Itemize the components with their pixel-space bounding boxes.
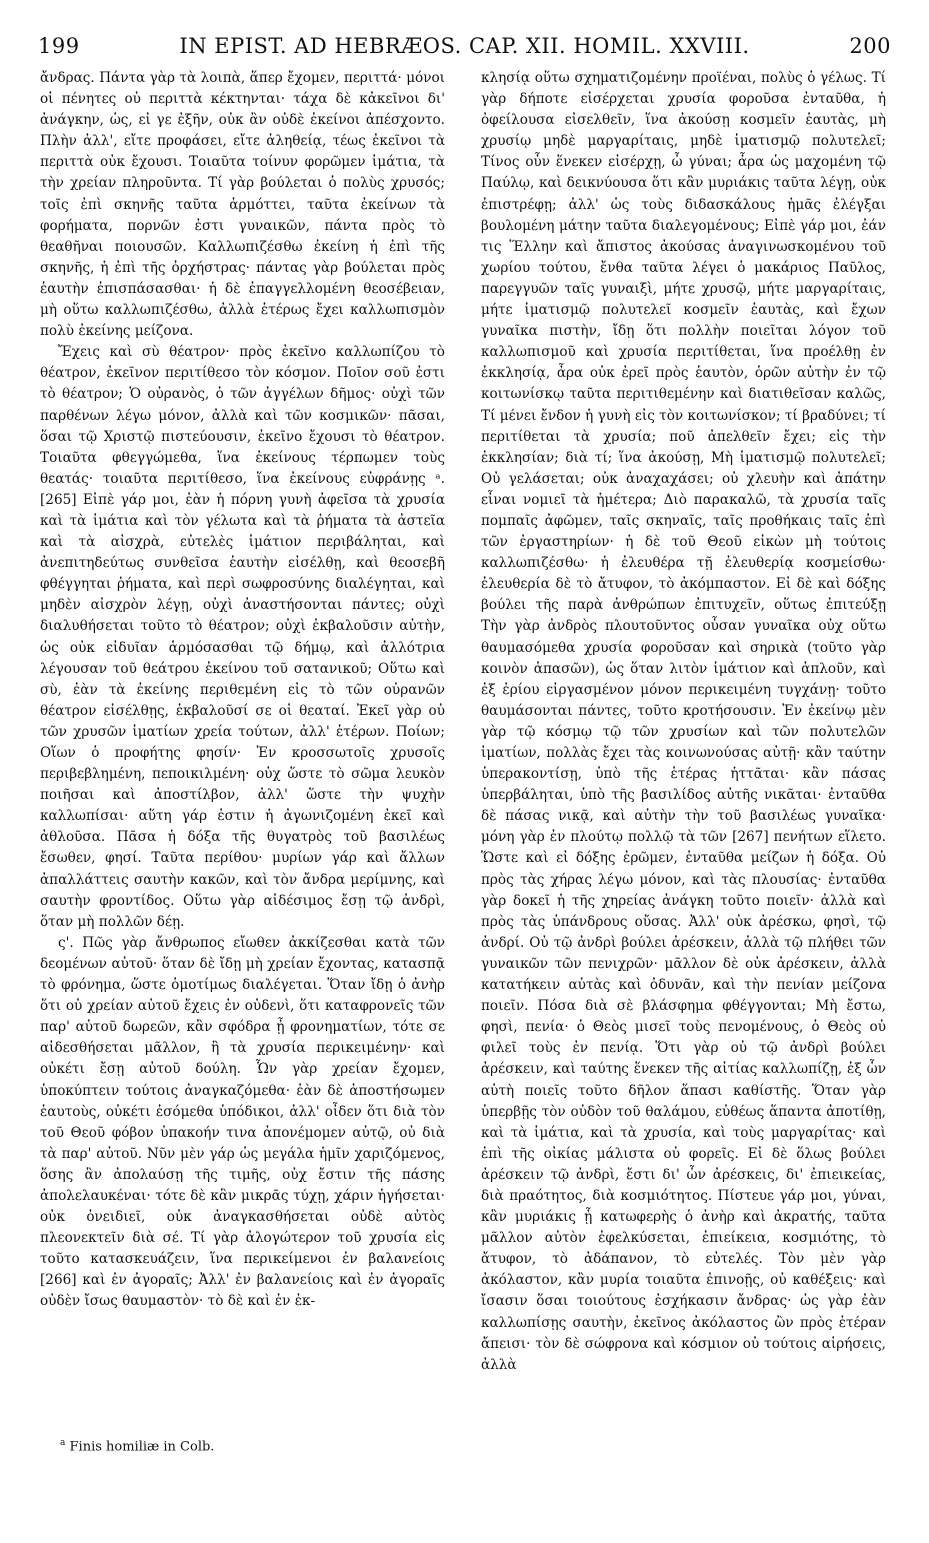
left-column [40, 68, 445, 1313]
running-head [38, 34, 891, 62]
left-paragraph-2: Ἔχεις καὶ σὺ θέατρον· πρὸς ἐκεῖνο καλλωπίζου τὸ θέατρον, ἐκεῖνον περιτίθεσο τὸν κόσμον. Ποῖον σοῦ ἐστι τὸ θέατρον; Ὁ οὐρανὸς, ὁ τῶν ἀγγέλων δῆμος· οὐχὶ τῶν παρθένων λέγω μόνον, ἀλλὰ καὶ τῶν κοσμικῶν· πᾶσαι, ὅσαι τῷ Χριστῷ πιστεύουσιν, ἐκεῖνο ἔχουσι τὸ θέατρον. Τοιαῦτα φθεγγώμεθα, ἵνα ἐκείνους τέρπωμεν τοὺς θεατάς· τοιαῦτα περιτίθεσο, ἵνα ἐκείνους εὐφράνῃς ᵃ. [265] Εἰπὲ γάρ μοι, ἐὰν ἡ πόρνη γυνὴ ἀφεῖσα τὰ χρυσία καὶ τὰ ἱμάτια καὶ τὸν γέλωτα καὶ τὰ ῥήματα τὰ ἀστεῖα καὶ τὰ αἰσχρὰ, εὐτελὲς ἱμάτιον περιβάληται, καὶ ἀνεπιτηδεύτως συνθεῖσα ἑαυτὴν εἰσέλθῃ, καὶ θεοσεβῆ φθέγγηται ῥήματα, καὶ περὶ σωφροσύνης διαλέγηται, καὶ μηδὲν αἰσχρὸν λέγῃ, οὐχὶ ἀναστήσονται πάντες; οὐχὶ διαλυθήσεται τοῦτο τὸ θέατρον; οὐχὶ ἐκβαλοῦσιν αὐτὴν, ὡς οὐκ εἰδυῖαν ἁρμόσασθαι τῷ δήμῳ, καὶ ἀλλότρια λέγουσαν τοῦ θεάτρου ἐκείνου τοῦ σατανικοῦ; Οὕτω καὶ σὺ, ἐὰν τὰ ἐκείνης περιθεμένη εἰς τὸ τῶν οὐρανῶν θέατρον εἰσέλθῃς, ἐκβαλοῦσί σε οἱ θεαταί. Ἐκεῖ γὰρ οὐ τῶν χρυσῶν ἱματίων χρεία τούτων, ἀλλ' ἑτέρων. Ποίων; Οἵων ὁ προφήτης φησίν· Ἐν κροσσωτοῖς χρυσοῖς περιβεβλημένη, πεποικιλμένη· οὐχ ὥστε τὸ σῶμα λευκὸν ποιῆσαι καὶ ἀποστίλβον, ἀλλ' ὥστε τὴν ψυχὴν καλλωπίσαι· αὕτη γάρ ἐστιν ἡ ἀγωνιζομένη ἐκεῖ καὶ ἀθλοῦσα. Πᾶσα ἡ δόξα τῆς θυγατρὸς τοῦ βασιλέως ἔσωθεν, φησί. Ταῦτα περίθου· μυρίων γάρ καὶ ἄλλων ἀπαλλάττεις σαυτὴν κακῶν, καὶ τὸν ἄνδρα μερίμνης, καὶ σαυτὴν φροντίδος. Οὕτω γὰρ αἰδέσιμος ἔσῃ τῷ ἀνδρὶ, ὅταν μὴ πολλῶν δέῃ. [40, 344, 445, 930]
left-paragraph-3: ς'. Πῶς γὰρ ἄνθρωπος εἴωθεν ἀκκίζεσθαι κατὰ τῶν δεομένων αὐτοῦ· ὅταν δὲ ἴδῃ μὴ χρείαν ἔχοντας, κατασπᾷ τὸ φρόνημα, ὥστε ὁμοτίμως διαλέγεται. Ὅταν ἴδῃ ὁ ἀνὴρ ὅτι οὐ χρείαν αὐτοῦ ἔχεις ἐν οὐδενὶ, ὅτι καταφρονεῖς τῶν παρ' αὐτοῦ δωρεῶν, κἂν σφόδρα ᾖ φρονηματίων, τότε σε αἰδεσθήσεται μᾶλλον, ἢ τὰ χρυσία περικειμένην· καὶ οὐκέτι ἔσῃ αὐτοῦ δούλη. Ὧν γὰρ χρείαν ἔχομεν, ὑποκύπτειν τούτοις ἀναγκαζόμεθα· ἐὰν δὲ ἀποστήσωμεν ἑαυτοὺς, οὐκέτι ἐσόμεθα ὑπόδικοι, ἀλλ' οἶδεν ὅτι διὰ τὸν τοῦ Θεοῦ φόβον ὑπακοήν τινα ἀπονέμομεν αὐτῷ, οὐ διὰ τὰ παρ' αὐτοῦ. Νῦν μὲν γάρ ὡς μεγάλα ἡμῖν χαριζόμενος, ὅσης ἂν ἀπολαύσῃ τῆς τιμῆς, οὐχ ἔστιν τῆς πάσης ἀπολελαυκέναι· τότε δὲ κἂν μικρᾶς τύχῃ, χάριν ἡγήσεται· οὐκ ὀνειδιεῖ, οὐκ ἀναγκασθήσεται οὐδὲ αὐτὸς πλεονεκτεῖν διὰ σέ. Τί γὰρ ἀλογώτερον τοῦ χρυσία εἰς τοῦτο κατασκευάζειν, ἵνα περικείμενοι ἐν βαλανείοις [266] καὶ ἐν ἀγοραῖς; Ἀλλ' ἐν βαλανείοις καὶ ἐν ἀγοραῖς οὐδὲν ἴσως θαυμαστὸν· τὸ δὲ καὶ ἐν ἐκ- [40, 934, 445, 1310]
footnote [60, 1438, 214, 1454]
right-paragraph-1: κλησίᾳ οὕτω σχηματιζομένην προϊέναι, πολὺς ὁ γέλως. Τί γὰρ δήποτε εἰσέρχεται χρυσία φοροῦσα ἐνταῦθα, ἡ ὀφείλουσα εἰσελθεῖν, ἵνα ἀκούσῃ κοσμεῖν ἑαυτὰς, μὴ χρυσίῳ μηδὲ μαργαρίταις, μηδὲ ἱματισμῷ πολυτελεῖ; Τίνος οὖν ἕνεκεν εἰσέρχῃ, ὦ γύναι; ἆρα ὡς μαχομένη τῷ Παύλῳ, καὶ δεικνύουσα ὅτι κἂν μυριάκις ταῦτα λέγῃ, οὐκ ἐπιστρέφῃ; ἀλλ' ὡς τοὺς διδασκάλους ἡμᾶς ἐλέγξαι βουλομένη μάτην ταῦτα διαλεγομένους; Εἰπὲ γάρ μοι, ἐάν τις Ἕλλην καὶ ἄπιστος ἀκούσας ἀναγινωσκομένου τοῦ χωρίου τούτου, ἔνθα ταῦτα λέγει ὁ μακάριος Παῦλος, παρεγγυῶν ταῖς γυναιξὶ, μήτε χρυσῷ, μήτε μαργαρίταις, μήτε ἱματισμῷ πολυτελεῖ κοσμεῖν ἑαυτὰς, καὶ ἔχων γυναῖκα πιστὴν, ἴδῃ ὅτι πολλὴν ποιεῖται λόγον τοῦ καλλωπισμοῦ καὶ χρυσία περιτίθεται, ἵνα προέλθῃ ἐν ἐκκλησίᾳ, ἆρα οὐκ ἐρεῖ πρὸς ἑαυτὸν, ὁρῶν αὐτὴν ἐν τῷ κοιτωνίσκῳ ταῦτα περιτιθεμένην καὶ διατιθεῖσαν καλῶς, Τί μένει ἔνδον ἡ γυνὴ εἰς τὸν κοιτωνίσκον; τί βραδύνει; τί περιτίθεται τὰ χρυσία; ποῦ ἀπελθεῖν ἔχει; εἰς τὴν ἐκκλησίαν; διὰ τί; ἵνα ἀκούσῃ, Μὴ ἱματισμῷ πολυτελεῖ; Οὐ γελάσεται; οὐκ ἀναχαχάσει; οὐ χλευὴν καὶ ἀπάτην εἶναι νομιεῖ τὰ ἡμέτερα; Διὸ παρακαλῶ, τὰ χρυσία ταῖς πομπαῖς ἀφῶμεν, ταῖς σκηναῖς, ταῖς προθήκαις ταῖς ἐπὶ τῶν ἐργαστηρίων· ἡ δὲ τοῦ Θεοῦ εἰκὼν μὴ τούτοις καλλωπιζέσθω· ἡ ἐλευθέρα τῇ ἐλευθερίᾳ κοσμείσθω· ἐλευθερία δὲ τὸ ἄτυφον, τὸ ἀκόμπαστον. Εἰ δὲ καὶ δόξης βούλει τῆς παρὰ ἀνθρώπων ἐπιτυχεῖν, οὕτως ἐπιτεύξῃ Τὴν γὰρ ἀνδρὸς πλουτοῦντος οὖσαν γυναῖκα οὐχ οὕτω θαυμασόμεθα χρυσία φοροῦσαν καὶ σηρικὰ (τοῦτο γὰρ κοινὸν ἁπασῶν), ὡς ὅταν λιτὸν ἱμάτιον καὶ ἁπλοῦν, καὶ ἐξ ἐρίου εἰργασμένον μόνον περικειμένη τυγχάνῃ· τοῦτο θαυμάσονται πάντες, τοῦτο κροτήσουσιν. Ἐν ἐκείνῳ μὲν γὰρ τῷ κόσμῳ τῷ τῶν χρυσίων καὶ τῶν πολυτελῶν ἱματίων, πολλὰς ἔχει τὰς κοινωνούσας αὐτῇ· κἂν ταύτην ὑπερακοντίσῃ, ὑπὸ τῆς ἑτέρας ἡττᾶται· κἂν πάσας ὑπερβάληται, ὑπὸ τῆς βασιλίδος αὐτῆς νικᾶται· ἐνταῦθα δὲ πάσας νικᾷ, καὶ αὐτὴν τὴν τοῦ βασιλέως γυναῖκα· μόνη γὰρ ἐν πλούτῳ πολλῷ τὰ τῶν [267] πενήτων εἵλετο. Ὥστε καὶ εἰ δόξης ἐρῶμεν, ἐνταῦθα μείζων ἡ δόξα. Οὐ πρὸς τὰς χήρας λέγω μόνον, καὶ τὰς πλουσίας· ἐνταῦθα γὰρ δοκεῖ ἡ τῆς χηρείας ἀνάγκη τοῦτο ποιεῖν· ἀλλὰ καὶ πρὸς τὰς ὑπάνδρους οὔσας. Ἀλλ' οὐκ ἀρέσκω, φησὶ, τῷ ἀνδρί. Οὐ τῷ ἀνδρὶ βούλει ἀρέσκειν, ἀλλὰ τῷ πλήθει τῶν γυναικῶν τῶν πενιχρῶν· μᾶλλον δὲ οὐκ ἀρέσκειν, ἀλλὰ κατατήκειν αὐτὰς καὶ ὀδυνᾶν, καὶ τὴν πενίαν μείζονα ποιεῖν. Πόσα διὰ σὲ βλάσφημα φθέγγονται; Μὴ ἔστω, φησὶ, πενία· ὁ Θεὸς μισεῖ τοὺς πενομένους, ὁ Θεὸς οὐ φιλεῖ τοὺς ἐν πενίᾳ. Ὅτι γὰρ οὐ τῷ ἀνδρὶ βούλει ἀρέσκειν, καὶ ταύτης ἕνεκεν τῆς αἰτίας καλλωπίζῃ, ἐξ ὧν αὐτὴ ποιεῖς τοῦτο δῆλον ἅπασι καθίστῆς. Ὅταν γὰρ ὑπερβῇς τὸν οὐδὸν τοῦ θαλάμου, εὐθέως ἅπαντα ἀποτίθῃ, καὶ τὰ ἱμάτια, καὶ τὰ χρυσία, καὶ τοὺς μαργαρίτας· καὶ ἐπὶ τῆς οἰκίας μάλιστα οὐ φορεῖς. Εἰ δὲ ὅλως βούλει ἀρέσκειν τῷ ἀνδρὶ, ἔστι δι' ὧν ἀρέσκεις, δι' ἐπιεικείας, διὰ πραότητος, διὰ κοσμιότητος. Πίστευε γάρ μοι, γύναι, κἂν μυριάκις ᾖ κατωφερὴς ὁ ἀνὴρ καὶ ἀκρατής, ταῦτα μᾶλλον αὐτὸν ἐφελκύσεται, ἐπιείκεια, κοσμιότης, τὸ ἄτυφον, τὸ ἀδάπανον, τὸ εὐτελές. Τὸν μὲν γὰρ ἀκόλαστον, κἂν μυρία τοιαῦτα ἐπινοῇς, οὐ καθέξεις· καὶ ἴσασιν ὅσαι τοιούτους ἐσχήκασιν ἄνδρας· ὡς γὰρ ἐὰν καλλωπίσῃς σαυτὴν, ἐκεῖνος ἀκόλαστος ὢν πρὸς ἑτέραν ἄπεισι· τὸν δὲ σώφρονα καὶ κόσμιον οὐ τούτοις αἱρήσεις, ἀλλὰ [481, 70, 886, 1373]
right-column [481, 68, 886, 1376]
page-number-left: 199 [38, 34, 80, 58]
page-number-right: 200 [849, 34, 891, 58]
footnote-marker: a [60, 1438, 66, 1448]
footnote-text: Finis homiliæ in Colb. [69, 1439, 215, 1455]
left-paragraph-1: ἄνδρας. Πάντα γὰρ τὰ λοιπὰ, ἅπερ ἔχομεν, περιττά· μόνοι οἱ πένητες οὐ περιττὰ κέκτηνται· τάχα δὲ κἀκεῖνοι δι' ἀνάγκην, ὡς, εἰ γε ἐξῆν, οὐκ ἂν οὐδὲ ἐκείνοι ἀπέσχοντο. Πλὴν ἀλλ', εἴτε προφάσει, εἴτε ἀληθείᾳ, τέως ἐκεῖνοι τὰ περιττὰ οὐκ ἔχουσι. Τοιαῦτα τοίνυν φορῶμεν ἱμάτια, τὰ τὴν χρείαν πληροῦντα. Τί γὰρ βούλεται ὁ πολὺς χρυσός; τοῖς ἐπὶ σκηνῆς ταῦτα ἁρμόττει, ταῦτα ἐκείνων τὰ φορήματα, πορνῶν ἐστι γυναικῶν, πάντα πρὸς τὸ θεαθῆναι ποιουσῶν. Καλλωπιζέσθω ἐκείνη ἡ ἐπὶ τῆς σκηνῆς, ἡ ἐπὶ τῆς ὀρχήστρας· πάντας γὰρ βούλεται πρὸς ἑαυτὴν ἐπισπάσασθαι· ἡ δὲ ἐπαγγελλομένη θεοσέβειαν, μὴ οὕτω καλλωπιζέσθω, ἀλλὰ ἑτέρως ἔχει καλλωπισμὸν πολὺ ἐκείνης μείζονα. [40, 70, 445, 340]
running-title: IN EPIST. AD HEBRÆOS. CAP. XII. HOMIL. XXVIII. [179, 34, 750, 58]
